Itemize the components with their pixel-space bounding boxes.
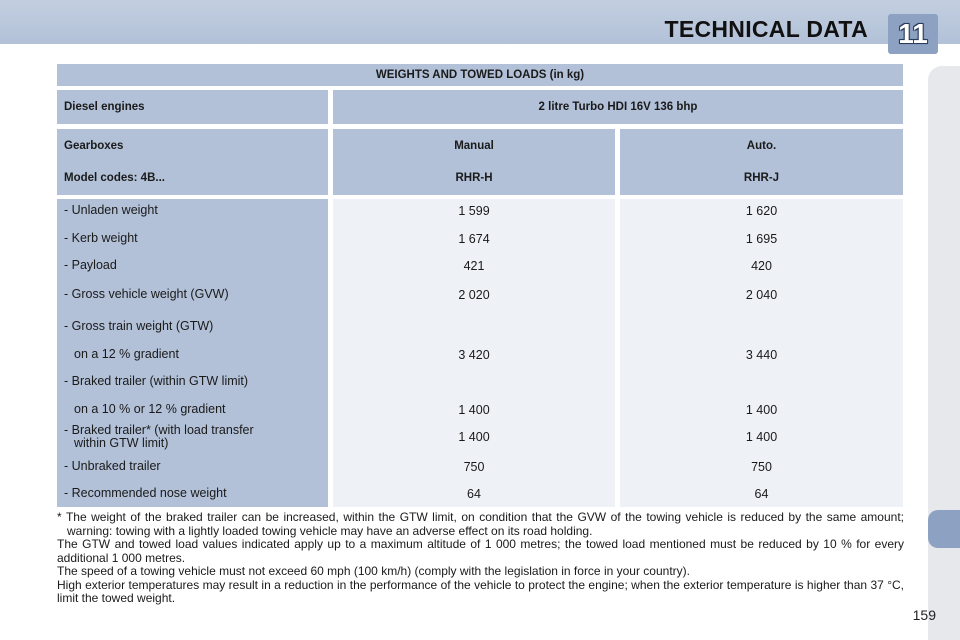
row-label: - Gross train weight (GTW) — [64, 319, 214, 333]
auto-value: 1 400 — [745, 403, 778, 417]
manual-value: 750 — [463, 460, 485, 474]
model-row — [57, 161, 903, 195]
row-label: - Gross vehicle weight (GVW) — [64, 287, 229, 301]
auto-value: 3 440 — [745, 348, 778, 362]
manual-value: 1 599 — [458, 204, 490, 218]
manual-value: 1 400 — [458, 403, 490, 417]
row-label: - Kerb weight — [64, 231, 138, 245]
page-title: TECHNICAL DATA — [664, 16, 868, 42]
speed-note: The speed of a towing vehicle must not exceed 60 mph (100 km/h) (comply with the legislation in force in your country). — [57, 564, 690, 578]
gearbox-label: Gearboxes — [57, 129, 328, 163]
gearbox-auto: Auto. — [620, 129, 903, 163]
side-strip — [928, 66, 960, 640]
manual-value: 64 — [467, 487, 481, 501]
model-auto: RHR-J — [620, 161, 903, 195]
manual-value: 3 420 — [458, 348, 490, 362]
row-label-line2: within GTW limit) — [74, 436, 169, 450]
row-label: on a 10 % or 12 % gradient — [74, 402, 226, 416]
auto-value: 1 695 — [745, 232, 778, 246]
auto-value: 1 400 — [745, 430, 778, 444]
row-label: - Recommended nose weight — [64, 486, 227, 500]
footnote: * The weight of the braked trailer can be increased, within the GTW limit, on condition that the GVW of the towing vehicle is reduced by the same amount; warning: towing with a lightly loaded towing vehicle may have an adverse effect on its road holding. — [57, 510, 904, 538]
temperature-note: High exterior temperatures may result in a reduction in the performance of the vehicle to protect the engine; when the exterior temperature is higher than 37 °C, limit the towed weight. — [57, 577, 904, 605]
side-tab-marker — [928, 510, 960, 548]
page-number: 159 — [912, 607, 936, 623]
model-manual: RHR-H — [333, 161, 615, 195]
row-label: - Unladen weight — [64, 203, 158, 217]
notes-block — [57, 511, 904, 606]
model-label: Model codes: 4B... — [57, 161, 328, 195]
manual-value: 1 674 — [458, 232, 490, 246]
manual-value: 421 — [463, 259, 485, 273]
manual-value: 1 400 — [458, 430, 490, 444]
row-label: - Payload — [64, 258, 117, 272]
engine-label: Diesel engines — [57, 90, 328, 124]
row-label-line1: - Braked trailer* (with load transfer — [64, 423, 254, 437]
engine-row — [57, 90, 903, 124]
auto-value: 750 — [751, 460, 772, 474]
auto-value: 420 — [751, 259, 772, 273]
auto-value: 2 040 — [745, 288, 778, 302]
gearbox-row — [57, 129, 903, 163]
engine-value: 2 litre Turbo HDI 16V 136 bhp — [333, 90, 903, 124]
auto-value: 64 — [754, 487, 769, 501]
manual-value: 2 020 — [458, 288, 490, 302]
auto-value: 1 620 — [745, 204, 778, 218]
chapter-number: 11 — [898, 18, 928, 49]
row-label: on a 12 % gradient — [74, 347, 179, 361]
table-title: WEIGHTS AND TOWED LOADS (in kg) — [57, 64, 903, 86]
row-label: - Braked trailer (within GTW limit) — [64, 374, 249, 388]
row-label: - Unbraked trailer — [64, 459, 161, 473]
row-label — [64, 424, 326, 450]
gearbox-manual: Manual — [333, 129, 615, 163]
altitude-note: The GTW and towed load values indicated apply up to a maximum altitude of 1 000 metres; the towed load mentioned must be reduced by 10 % for every additional 1 000 metres. — [57, 537, 904, 565]
